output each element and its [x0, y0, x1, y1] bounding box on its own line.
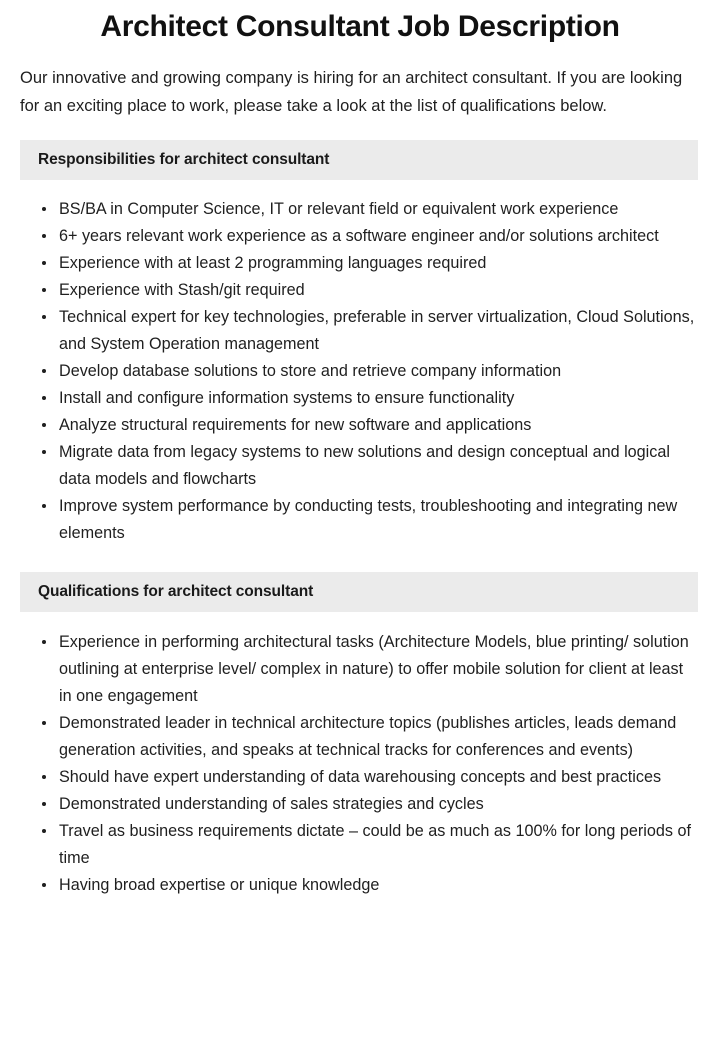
list-item: Migrate data from legacy systems to new solutions and design conceptual and logical data models and flowcharts: [42, 439, 698, 493]
list-item: Develop database solutions to store and retrieve company information: [42, 358, 698, 385]
section-heading-label: Qualifications for architect consultant: [38, 583, 314, 600]
section-responsibilities: [0, 140, 720, 547]
list-item: Technical expert for key technologies, preferable in server virtualization, Cloud Solutions, and System Operation management: [42, 304, 698, 358]
list-item: Improve system performance by conducting tests, troubleshooting and integrating new elements: [42, 493, 698, 547]
list-item: Travel as business requirements dictate – could be as much as 100% for long periods of time: [42, 818, 698, 872]
list-item: 6+ years relevant work experience as a software engineer and/or solutions architect: [42, 223, 698, 250]
page-title: Architect Consultant Job Description: [100, 10, 620, 43]
list-item: Experience in performing architectural tasks (Architecture Models, blue printing/ solution outlining at enterprise level/ complex in nature) to offer mobile solution for client at least in one engagement: [42, 629, 698, 710]
section-heading-label: Responsibilities for architect consultant: [38, 151, 330, 168]
intro-paragraph: Our innovative and growing company is hiring for an architect consultant. If you are looking for an exciting place to work, please take a look at the list of qualifications below.: [20, 69, 683, 115]
list-item: BS/BA in Computer Science, IT or relevant field or equivalent work experience: [42, 196, 698, 223]
list-item: Demonstrated understanding of sales strategies and cycles: [42, 791, 698, 818]
responsibilities-list: [0, 180, 720, 547]
list-item: Demonstrated leader in technical architecture topics (publishes articles, leads demand generation activities, and speaks at technical tracks for conferences and events): [42, 710, 698, 764]
section-qualifications: [0, 572, 720, 899]
list-item: Should have expert understanding of data warehousing concepts and best practices: [42, 764, 698, 791]
list-item: Having broad expertise or unique knowledge: [42, 872, 698, 899]
section-header-qualifications: [20, 572, 698, 612]
qualifications-list: [0, 612, 720, 899]
section-header-responsibilities: [20, 140, 698, 180]
list-item: Experience with Stash/git required: [42, 277, 698, 304]
list-item: Install and configure information systems to ensure functionality: [42, 385, 698, 412]
list-item: Analyze structural requirements for new software and applications: [42, 412, 698, 439]
list-item: Experience with at least 2 programming languages required: [42, 250, 698, 277]
